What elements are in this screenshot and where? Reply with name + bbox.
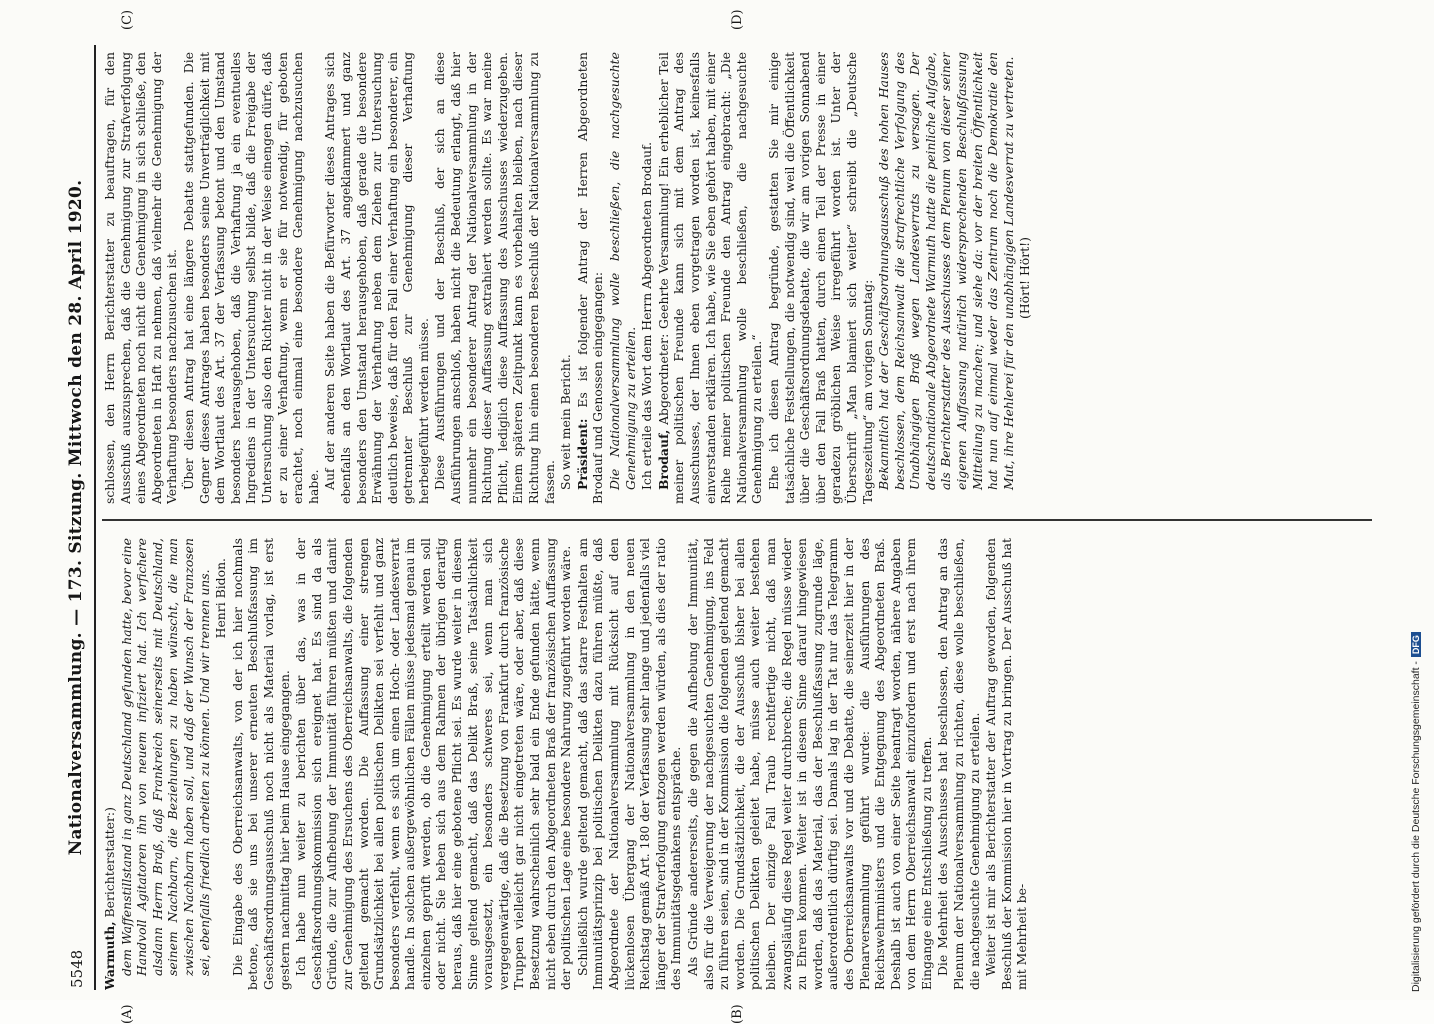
paragraph-text: schlossen, den Herrn Berichterstatter zu beauftragen, für den Ausschuß auszusprechen, daß die Genehmigung zur Strafverfolgung eines Abgeordneten noch nicht die Genehmigung in sich schließe, den Abgeordneten in Haft zu nehmen, daß vielmehr die Genehmigung der Verhaftung besonders nachzusuchen ist.: [102, 52, 180, 504]
paragraph: [558, 52, 574, 504]
running-title: Nationalversammlung. — 173. Sitzung. Mittwoch den 28. April 1920.: [66, 179, 86, 856]
paragraph: [322, 52, 431, 504]
column-divider: [102, 519, 1372, 521]
margin-marker-d: (D): [730, 9, 745, 30]
paragraph: [983, 538, 1030, 990]
left-column: [102, 538, 1372, 990]
paragraph-text: Über diesen Antrag hat eine längere Debatte stattgefunden. Die Gegner dieses Antrages haben besonders seine Unverträglichkeit mit dem Wortlaut des Art. 37 der Verfassung betont und den Umstand besonders herausgehoben, daß die Verhaftung ja ein eventuelles Ingrediens in der Untersuchung selbst bilde, daß die Freigabe der Untersuchung also den Richter nicht in der Weise einengen dürfe, daß er zu einer Verhaftung, wenn er sie für notwendig, für geboten erachtet, noch einmal eine besondere Genehmigung nachzusuchen habe.: [180, 52, 321, 504]
paragraph-text: Auf der anderen Seite haben die Befürworter dieses Antrages sich ebenfalls an den Wortlaut des Art. 37 angeklammert und ganz besonders den Umstand herausgehoben, daß gerade die besondere Erwähnung der Verhaftung neben dem Ziehen zur Untersuchung deutlich beweise, daß für den Fall einer Verhaftung ein besonderer, ein getrennter Beschluß zur Genehmigung dieser Verhaftung herbeigeführt werden müsse.: [322, 52, 431, 504]
paragraph: [656, 52, 765, 504]
digitization-text: Digitalisierung gefördert durch die Deutsche Forschungsgemeinschaft -: [1410, 661, 1422, 992]
paragraph: [639, 52, 655, 504]
page-number: 5548: [68, 949, 86, 988]
right-column: [102, 52, 1372, 504]
margin-marker-b: (B): [730, 1004, 745, 1024]
paragraph-text: Schließlich wurde geltend gemacht, daß das starre Festhalten am Immunitätsprinzip bei politischen Delikten dazu führen müßte, daß Abgeordnete der Nationalversammlung mit Rücksicht auf den lückenlosen Übergang der Nationalversammlung in den neuen Reichstag gemäß Art. 180 der Verfassung sehr lange und jedenfalls viel länger der Strafverfolgung entzogen werden würden, als dies der ratio des Immunitätsgedankens entspräche.: [574, 538, 684, 990]
running-head: [62, 45, 102, 990]
paragraph-text: Es ist folgender Antrag der Herren Abgeordneten Brodauf und Genossen eingegangen:: [574, 52, 606, 504]
paragraph-text: dem Waffenstillstand in ganz Deutschland gefunden hatte, bevor eine Handvoll Agitatoren ihn von neuem infiziert hat. Ich verfichere alsdann Herrn Braß, daß Frankreich seinerseits mit Deutschland, seinem Nachbarn, die Beziehungen zu haben wünscht, die man zwischen Nachbarn haben soll, und daß der Wunsch der Franzosen sei, ebenfalls friedlich arbeiten zu können. Und wir trennen uns.: [118, 538, 212, 976]
speaker-name: Brodauf,: [655, 429, 671, 490]
paragraph-text: So weit mein Bericht.: [558, 354, 574, 490]
paragraph: [575, 52, 606, 504]
paragraph: [685, 538, 935, 990]
paragraph: [213, 538, 229, 990]
paragraph: [1017, 52, 1033, 504]
paragraph-text: Ehe ich diesen Antrag begründe, gestatten Sie mir einige tatsächliche Feststellungen, die notwendig sind, weil die Öffentlichkeit über die Geschäftsordnungsdebatte, die wir am vorigen Sonnabend über den Fall Braß hatten, durch einen Teil der Presse in einer geradezu gröblichen Weise irregeführt worden ist. Unter der Überschrift „Man blamiert sich weiter“ schreibt die „Deutsche Tageszeitung“ am vorigen Sonntag:: [765, 52, 875, 504]
paragraph: [876, 52, 1016, 504]
paragraph: [102, 538, 118, 990]
paragraph: [181, 52, 321, 504]
paragraph-text: Abgeordneter: Geehrte Versammlung! Ein erheblicher Teil meiner politischen Freunde kann sich mit dem Antrag des Ausschusses, der Ihnen eben vorgetragen worden ist, keinesfalls einverstanden erklären. Ich habe, wie Sie eben gehört haben, mit einer Reihe meiner politischen Freunde den Antrag eingebracht: „Die Nationalversammlung wolle beschließen, die nachgesuchte Genehmigung zu erteilen.“: [655, 52, 765, 504]
paragraph-text: Henri Bidon.: [213, 558, 229, 639]
paragraph: [766, 52, 875, 504]
paragraph-text: Weiter ist mir als Berichterstatter der Auftrag geworden, folgenden Beschluß der Kommission hier in Vortrag zu bringen. Der Ausschuß hat mit Mehrheit be-: [983, 538, 1030, 990]
paragraph-text: Diese Ausführungen und der Beschluß, der sich an diese Ausführungen anschloß, haben nicht die Bedeutung erlangt, daß hier nunmehr ein besonderer Antrag der Nationalversammlung in der Richtung dieser Auffassung extrahiert werden sollte. Es war meine Pflicht, lediglich diese Auffassung des Ausschusses wiederzugeben. Einem späteren Zeitpunkt kann es vorbehalten bleiben, nach dieser Richtung hin einen besonderen Beschluß der Nationalversammlung zu fassen.: [432, 52, 557, 504]
paragraph: [102, 52, 180, 504]
paragraph-text: Ich habe nun weiter zu berichten über das, was in der Geschäftsordnungskommission sich ereignet hat. Es sind da als Gründe, die zur Aufhebung der Immunität führen müßten und damit zur Genehmigung des Ersuchens des Oberreichsanwalts, die folgenden geltend gemacht worden. Die Auffassung einer strengen Grundsätzlichkeit bei allen politischen Delikten sei verfehlt und ganz besonders verfehlt, wenn es sich um einen Hoch- oder Landesverrat handle. In solchen außergewöhnlichen Fällen müsse jedesmal genau im einzelnen geprüft werden, ob die Genehmigung erteilt werden soll oder nicht. Sie heben sich aus dem Rahmen der übrigen derartig heraus, daß hier eine gebotene Pflicht sei. Es wurde weiter in diesem Sinne geltend gemacht, daß das Delikt Braß, seine Tatsächlichkeit vorausgesetzt, ein besonders schweres sei, wenn man sich vergegenwärtige, daß die Besetzung von Frankfurt durch französische Truppen vielleicht gar nicht eingetreten wäre, oder aber, daß diese Besetzung wahrscheinlich sehr bald ein Ende gefunden hätte, wenn nicht eben durch den Abgeordneten Braß der französischen Auffassung der politischen Lage eine besondere Nahrung zugeführt worden wäre.: [293, 538, 574, 990]
paragraph: [119, 538, 213, 990]
paragraph: [230, 538, 292, 990]
paragraph-text: Die Nationalversammlung wolle beschließen, die nachgesuchte Genehmigung zu erteilen.: [607, 52, 638, 490]
header-rule: [94, 45, 96, 990]
margin-marker-c: (C): [120, 9, 135, 30]
paragraph-text: (Hört! Hört!): [1017, 237, 1033, 319]
digitization-note: [1410, 632, 1422, 992]
paragraph-text: Als Gründe andererseits, die gegen die Aufhebung der Immunität, also für die Verweigerung der nachgesuchten Genehmigung, ins Feld zu führen seien, sind in der Kommission die folgenden geltend gemacht worden. Die Grundsätzlichkeit, die der Ausschuß bisher bei allen politischen Delikten geleitet habe, müsse auch weiter bestehen bleiben. Der einzige Fall Traub rechtfertige nicht, daß man zwangsläufig diese Regel weiter durchbreche; die Regel müsse wieder zu Ehren kommen. Weiter ist in diesem Sinne darauf hingewiesen worden, daß das Material, das der Beschlußfassung zugrunde läge, außerordentlich dürftig sei. Damals lag in der Tat nur das Telegramm des Oberreichsanwalts vor und die Debatte, die seinerzeit hier in der Plenarversammlung geführt wurde: die Ausführungen des Reichswehrministers und die Entgegnung des Abgeordneten Braß. Deshalb ist auch von einer Seite beantragt worden, nähere Angaben von dem Herrn Oberreichsanwalt einzufordern und erst nach ihrem Eingange eine Entschließung zu treffen.: [684, 538, 934, 990]
paragraph-text: Ich erteile das Wort dem Herrn Abgeordneten Brodauf.: [639, 141, 655, 490]
paragraph-text: Die Eingabe des Oberreichsanwalts, von der ich hier nochmals betone, daß sie uns bei unserer erneuten Beschlußfassung im Geschäftsordnungsausschuß noch nicht als Material vorlag, ist erst gestern nachmittag hier beim Hause eingegangen.: [229, 538, 292, 990]
paragraph: [607, 52, 638, 504]
speaker-name: Präsident:: [574, 418, 590, 490]
margin-marker-a: (A): [120, 1004, 135, 1024]
paragraph: [935, 538, 982, 990]
rotated-page: [60, 9, 1390, 1024]
dfg-logo: DFG: [1411, 632, 1421, 657]
speaker-name: Warmuth,: [102, 921, 117, 990]
paragraph-text: Berichterstatter:): [102, 807, 117, 922]
paragraph: [432, 52, 557, 504]
paragraph-text: Bekanntlich hat der Geschäftsordnungsausschuß des hohen Hauses beschlossen, dem Reichsanwalt die strafrechtliche Verfolgung des Unabhängigen Braß wegen Landesverrats zu versagen. Der deutschnationale Abgeordnete Warmuth hatte die peinliche Aufgabe, als Berichterstatter des Ausschusses dem Plenum von dieser seiner eigenen Auffassung natürlich widersprechenden Beschlußfassung Mitteilung zu machen; und siehe da: vor der breiten Öffentlichkeit hat nun auf einmal weder das Zentrum noch die Demokratie den Mut, ihre Hehlerei für den unabhängigen Landesverrat zu vertreten.: [876, 52, 1016, 490]
paragraph-text: Die Mehrheit des Ausschusses hat beschlossen, den Antrag an das Plenum der Nationalversammlung zu richten, diese wolle beschließen, die nachgesuchte Genehmigung zu erteilen.: [935, 538, 982, 990]
paragraph: [575, 538, 684, 990]
paragraph: [293, 538, 574, 990]
